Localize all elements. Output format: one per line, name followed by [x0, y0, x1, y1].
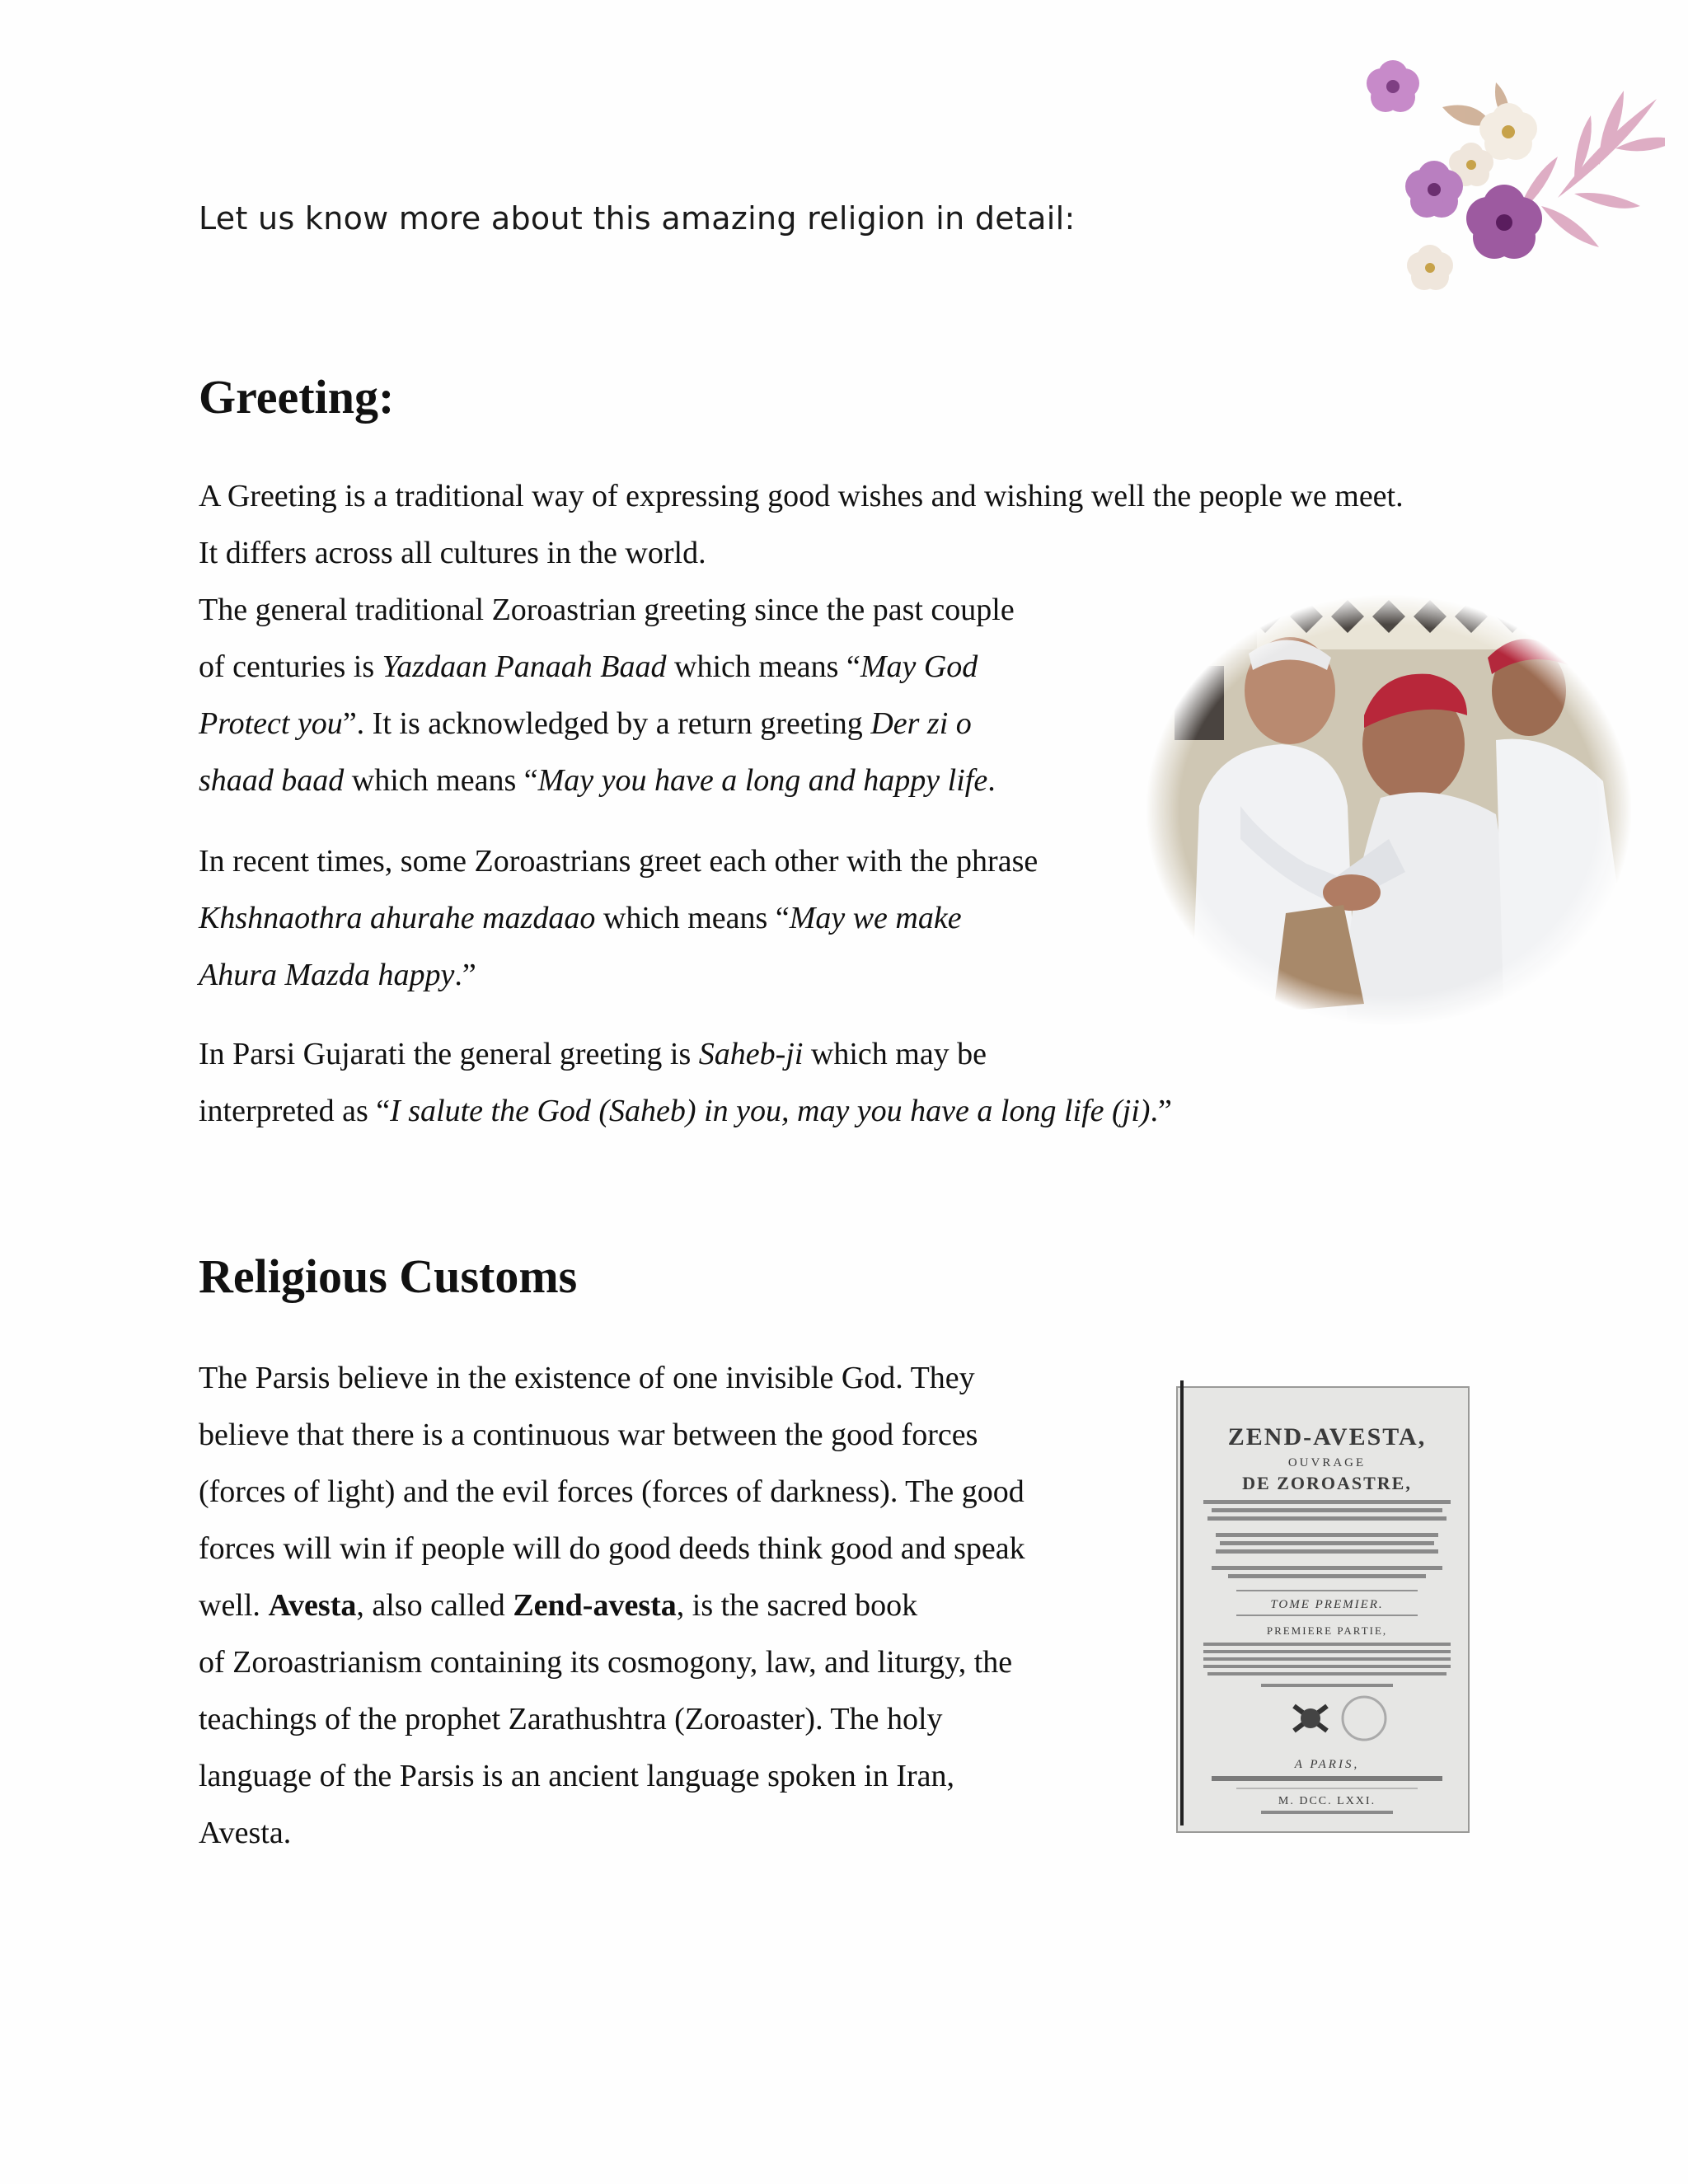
- customs-paragraph: [199, 1350, 1025, 1862]
- text-line: Protect you”. It is acknowledged by a return greeting Der zi o: [199, 706, 972, 741]
- text-line: Khshnaothra ahurahe mazdaao which means “May we make: [199, 901, 962, 935]
- book-ouvrage: OUVRAGE: [1287, 1456, 1367, 1469]
- flower-decoration: [1352, 49, 1665, 305]
- text-line: In Parsi Gujarati the general greeting is Saheb-ji which may be: [199, 1037, 987, 1071]
- text-line: It differs across all cultures in the world.: [199, 536, 706, 570]
- text-line: believe that there is a continuous war between the good forces: [199, 1418, 978, 1452]
- book-tome: TOME PREMIER.: [1270, 1598, 1384, 1611]
- text-line: The Parsis believe in the existence of one invisible God. They: [199, 1361, 975, 1395]
- book-title: ZEND-AVESTA,: [1227, 1423, 1427, 1451]
- text-line: language of the Parsis is an ancient language spoken in Iran,: [199, 1759, 954, 1793]
- text-line: well. Avesta, also called Zend-avesta, is the sacred book: [199, 1588, 918, 1623]
- greeting-paragraph-3: [199, 833, 1038, 1004]
- text-line: In recent times, some Zoroastrians greet each other with the phrase: [199, 844, 1039, 879]
- text-line: Ahura Mazda happy.”: [199, 958, 476, 992]
- text-line: of Zoroastrianism containing its cosmogony, law, and liturgy, the: [199, 1645, 1013, 1680]
- book-paris: A PARIS,: [1294, 1758, 1360, 1771]
- text-line: forces will win if people will do good deeds think good and speak: [199, 1531, 1025, 1566]
- greeting-photo: [1142, 592, 1636, 1029]
- book-de: DE ZOROASTRE,: [1242, 1473, 1412, 1493]
- text-line: interpreted as “I salute the God (Saheb) in you, may you have a long life (ji).”: [199, 1094, 1172, 1128]
- book-partie: PREMIERE PARTIE,: [1266, 1624, 1388, 1637]
- text-line: teachings of the prophet Zarathushtra (Zoroaster). The holy: [199, 1702, 943, 1736]
- text-line: Avesta.: [199, 1816, 292, 1850]
- zend-avesta-title-page: [1170, 1380, 1475, 1842]
- book-date: M. DCC. LXXI.: [1278, 1795, 1376, 1807]
- greeting-paragraph-4: [199, 1026, 1172, 1140]
- text-line: shaad baad which means “May you have a long and happy life.: [199, 763, 996, 798]
- intro-text: Let us know more about this amazing religion in detail:: [199, 200, 1076, 237]
- customs-heading: Religious Customs: [199, 1249, 578, 1303]
- greeting-heading: Greeting:: [199, 370, 395, 424]
- text-line: of centuries is Yazdaan Panaah Baad which means “May God: [199, 649, 978, 684]
- text-line: A Greeting is a traditional way of expressing good wishes and wishing well the people we meet.: [199, 479, 1404, 513]
- text-line: The general traditional Zoroastrian greeting since the past couple: [199, 593, 1015, 627]
- text-line: (forces of light) and the evil forces (forces of darkness). The good: [199, 1474, 1025, 1509]
